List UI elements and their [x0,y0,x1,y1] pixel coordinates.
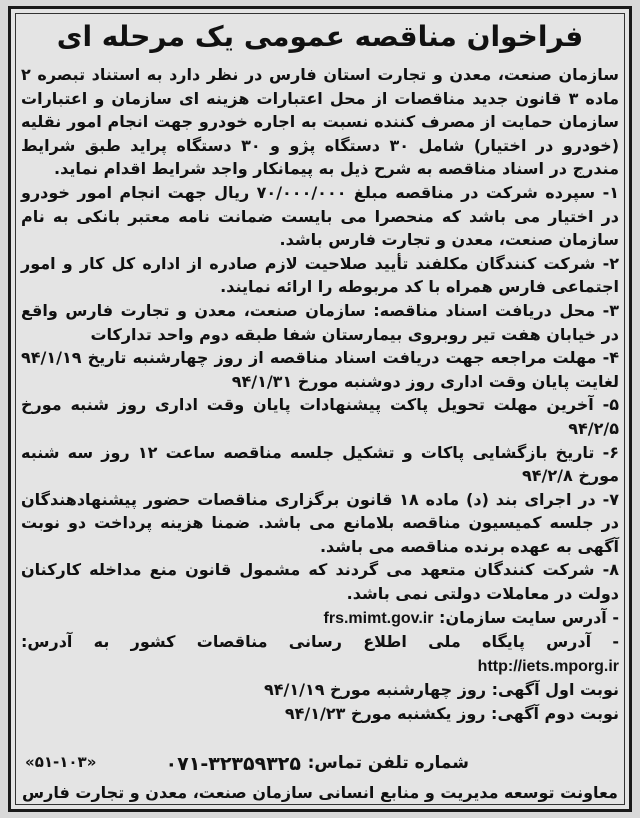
item-5: ۵- آخرین مهلت تحویل پاکت پیشنهادات پایان وقت اداری روز شنبه مورخ ۹۴/۲/۵ [21,395,619,438]
item-8: ۸- شرکت کنندگان متعهد می گردند که مشمول قانون منع مداخله کارکنان دولت در معاملات دولتی نمی باشد. [21,560,619,604]
intro-paragraph: سازمان صنعت، معدن و تجارت استان فارس در نظر دارد به استناد تبصره ۲ ماده ۳ قانون جدید مناقصات از محل اعتبارات هزینه ای سازمان و اعتبارات سازمان حمایت از مصرف کننده نسبت به اجاره خودرو جهت انجام امور نقلیه (خودرو در اختیار) شامل ۳۰ دستگاه پژو و ۳۰ دستگاه پراید طبق شرایط مندرج در اسناد مناقصه به شرح ذیل به پیمانکار واجد شرایط اقدام نماید. [21,65,620,179]
issuer-footer: معاونت توسعه مدیریت و منابع انسانی سازمان صنعت، معدن و تجارت فارس [22,783,618,802]
item-4: ۴- مهلت مراجعه جهت دریافت اسناد مناقصه از روز چهارشنبه تاریخ ۹۴/۱/۱۹ لغایت پایان وقت اداری روز دوشنبه مورخ ۹۴/۱/۳۱ [21,348,619,391]
item-7: ۷- در اجرای بند (د) ماده ۱۸ قانون برگزاری مناقصات حضور پیشنهادهندگان در جلسه کمیسیون مناقصه بلامانع می باشد. ضمنا هزینه پرداخت دو نوبت آگهی به عهده برنده مناقصه می باشد. [21,489,619,556]
item-1: ۱- سپرده شرکت در مناقصه مبلغ ۷۰/۰۰۰/۰۰۰ ریال جهت انجام امور خودرو در اختیار می باشد که منحصرا می بایست ضمانت نامه معتبر بانکی به نام سازمان صنعت، معدن و تجارت فارس باشد. [21,182,620,250]
ad-second-date: نوبت دوم آگهی: روز یکشنبه مورخ ۹۴/۱/۲۳ [284,704,619,724]
tender-notice [8,6,632,812]
phone-line [21,753,619,779]
site-address [21,606,619,631]
item-2: ۲- شرکت کنندگان مکلفند تأیید صلاحیت لازم صادره از اداره کل کار و امور اجتماعی فارس همراه با کد مربوطه را ارائه نمایند. [21,253,619,297]
site-url[interactable]: frs.mimt.gov.ir [323,609,434,627]
item-3: ۳- محل دریافت اسناد مناقصه: سازمان صنعت، معدن و تجارت فارس واقع در خیابان هفت تیر روبروی بیمارستان شفا طبقه دوم واحد تدارکات [21,300,619,344]
portal-url[interactable]: http://iets.mporg.ir [477,657,619,675]
phone-number: ۰۷۱-۳۲۳۵۹۳۲۵ [165,753,301,775]
ad-code: «۵۱-۱۰۳» [25,753,97,771]
portal-label: - آدرس پایگاه ملی اطلاع رسانی مناقصات کشور به آدرس: [21,632,619,652]
site-label: - آدرس سایت سازمان: [439,607,619,627]
portal-address [21,630,619,678]
notice-body [21,63,619,726]
phone-label: شماره تلفن تماس: [307,753,469,773]
item-6: ۶- تاریخ بازگشایی پاکات و تشکیل جلسه مناقصه ساعت ۱۲ روز سه شنبه مورخ ۹۴/۲/۸ [21,442,620,486]
ad-first-date: نوبت اول آگهی: روز چهارشنبه مورخ ۹۴/۱/۱۹ [263,680,619,700]
notice-title: فراخوان مناقصه عمومی یک مرحله ای [56,20,584,53]
